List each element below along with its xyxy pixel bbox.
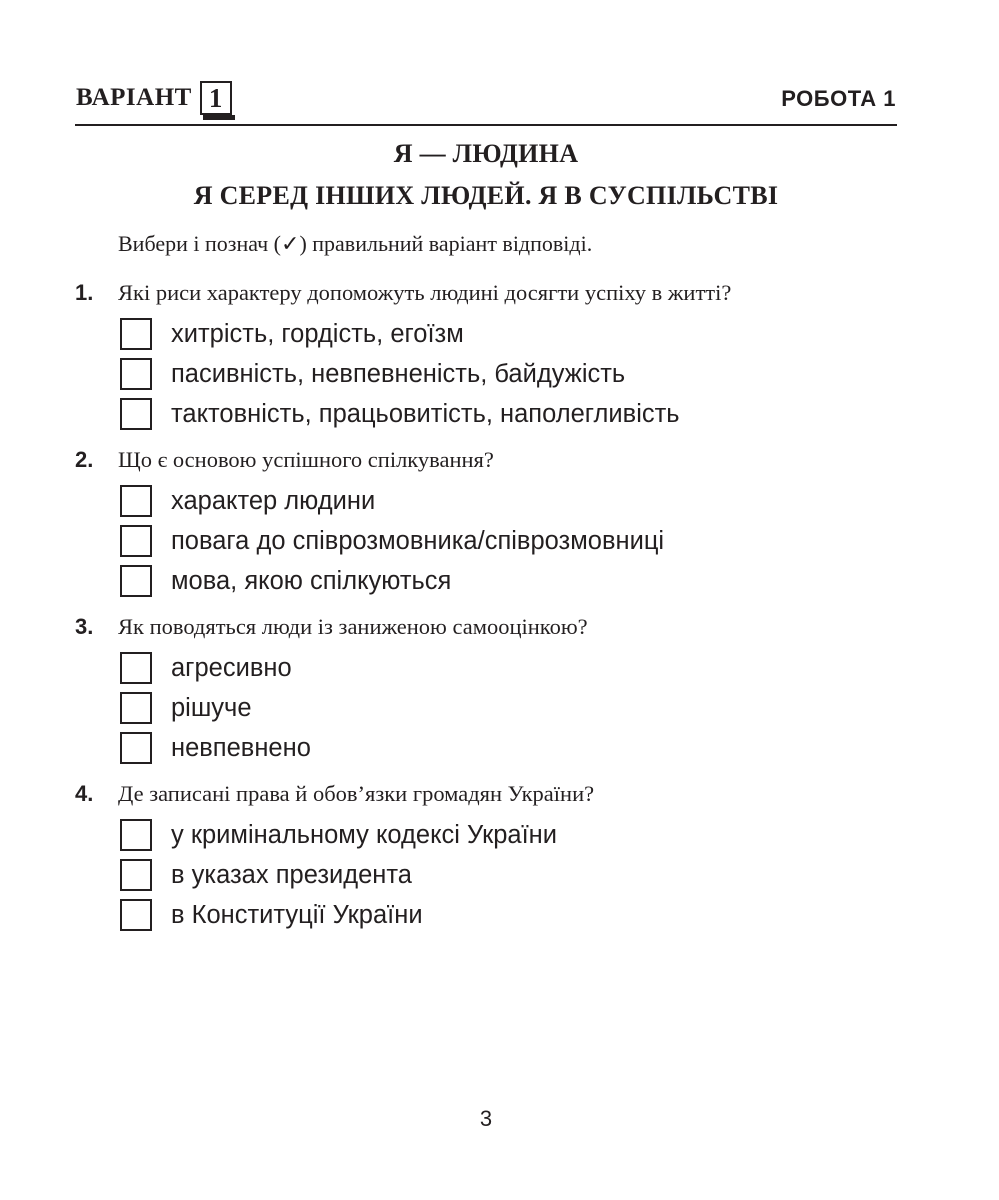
variant-header: [76, 78, 232, 118]
answer-option[interactable]: [120, 895, 905, 935]
page-subtitle: Я СЕРЕД ІНШИХ ЛЮДЕЙ. Я В СУСПІЛЬСТВІ: [193, 181, 779, 210]
answer-checkbox[interactable]: [120, 358, 152, 390]
answer-label: агресивно: [171, 653, 292, 682]
header-divider: [75, 124, 897, 126]
answer-option[interactable]: [120, 481, 905, 521]
answer-label: пасивність, невпевненість, байдужість: [171, 359, 626, 388]
question-2: [75, 447, 905, 601]
question-3: [75, 614, 905, 768]
answer-label: тактовність, працьовитість, наполегливість: [171, 399, 680, 428]
answer-label: в указах президента: [171, 860, 412, 889]
question-text: Які риси характеру допоможуть людині досягти успіху в житті?: [118, 280, 732, 305]
answer-option[interactable]: [120, 815, 905, 855]
answer-checkbox[interactable]: [120, 318, 152, 350]
answer-label: характер людини: [171, 486, 376, 515]
question-text: Де записані права й обов’язки громадян України?: [118, 781, 595, 806]
answer-checkbox[interactable]: [120, 565, 152, 597]
page-number: 3: [479, 1106, 493, 1131]
question-4: [75, 781, 905, 935]
answer-option[interactable]: [120, 688, 905, 728]
answer-label: рішуче: [171, 693, 252, 722]
answer-option[interactable]: [120, 354, 905, 394]
answer-option[interactable]: [120, 855, 905, 895]
answer-option[interactable]: [120, 648, 905, 688]
answer-checkbox[interactable]: [120, 485, 152, 517]
answer-checkbox[interactable]: [120, 819, 152, 851]
question-text: Що є основою успішного спілкування?: [118, 447, 494, 472]
answer-label: повага до співрозмовника/співрозмовниці: [171, 526, 665, 555]
question-number: 1.: [75, 280, 94, 305]
answer-checkbox[interactable]: [120, 652, 152, 684]
question-number: 2.: [75, 447, 94, 472]
answer-option[interactable]: [120, 728, 905, 768]
variant-label: ВАРІАНТ: [76, 84, 192, 111]
answer-option[interactable]: [120, 394, 905, 434]
question-number: 4.: [75, 781, 94, 806]
answer-option[interactable]: [120, 314, 905, 354]
answer-checkbox[interactable]: [120, 692, 152, 724]
answer-checkbox[interactable]: [120, 859, 152, 891]
work-label: РОБОТА 1: [781, 86, 896, 111]
answer-option[interactable]: [120, 561, 905, 601]
question-text: Як поводяться люди із заниженою самооцінкою?: [118, 614, 588, 639]
answer-checkbox[interactable]: [120, 899, 152, 931]
answer-option[interactable]: [120, 521, 905, 561]
answer-label: в Конституції України: [171, 900, 423, 929]
answer-label: хитрість, гордість, егоїзм: [171, 319, 464, 348]
answer-label: мова, якою спілкуються: [171, 566, 452, 595]
answer-checkbox[interactable]: [120, 398, 152, 430]
answer-label: невпевнено: [171, 733, 311, 762]
answer-checkbox[interactable]: [120, 732, 152, 764]
answer-checkbox[interactable]: [120, 525, 152, 557]
answer-label: у кримінальному кодексі України: [171, 820, 558, 849]
instruction-text: Вибери і познач (✓) правильний варіант відповіді.: [118, 231, 593, 256]
variant-number-box: [200, 81, 232, 115]
question-number: 3.: [75, 614, 94, 639]
question-1: [75, 280, 905, 434]
variant-number: 1: [208, 82, 223, 113]
page-title: Я — ЛЮДИНА: [393, 139, 579, 168]
